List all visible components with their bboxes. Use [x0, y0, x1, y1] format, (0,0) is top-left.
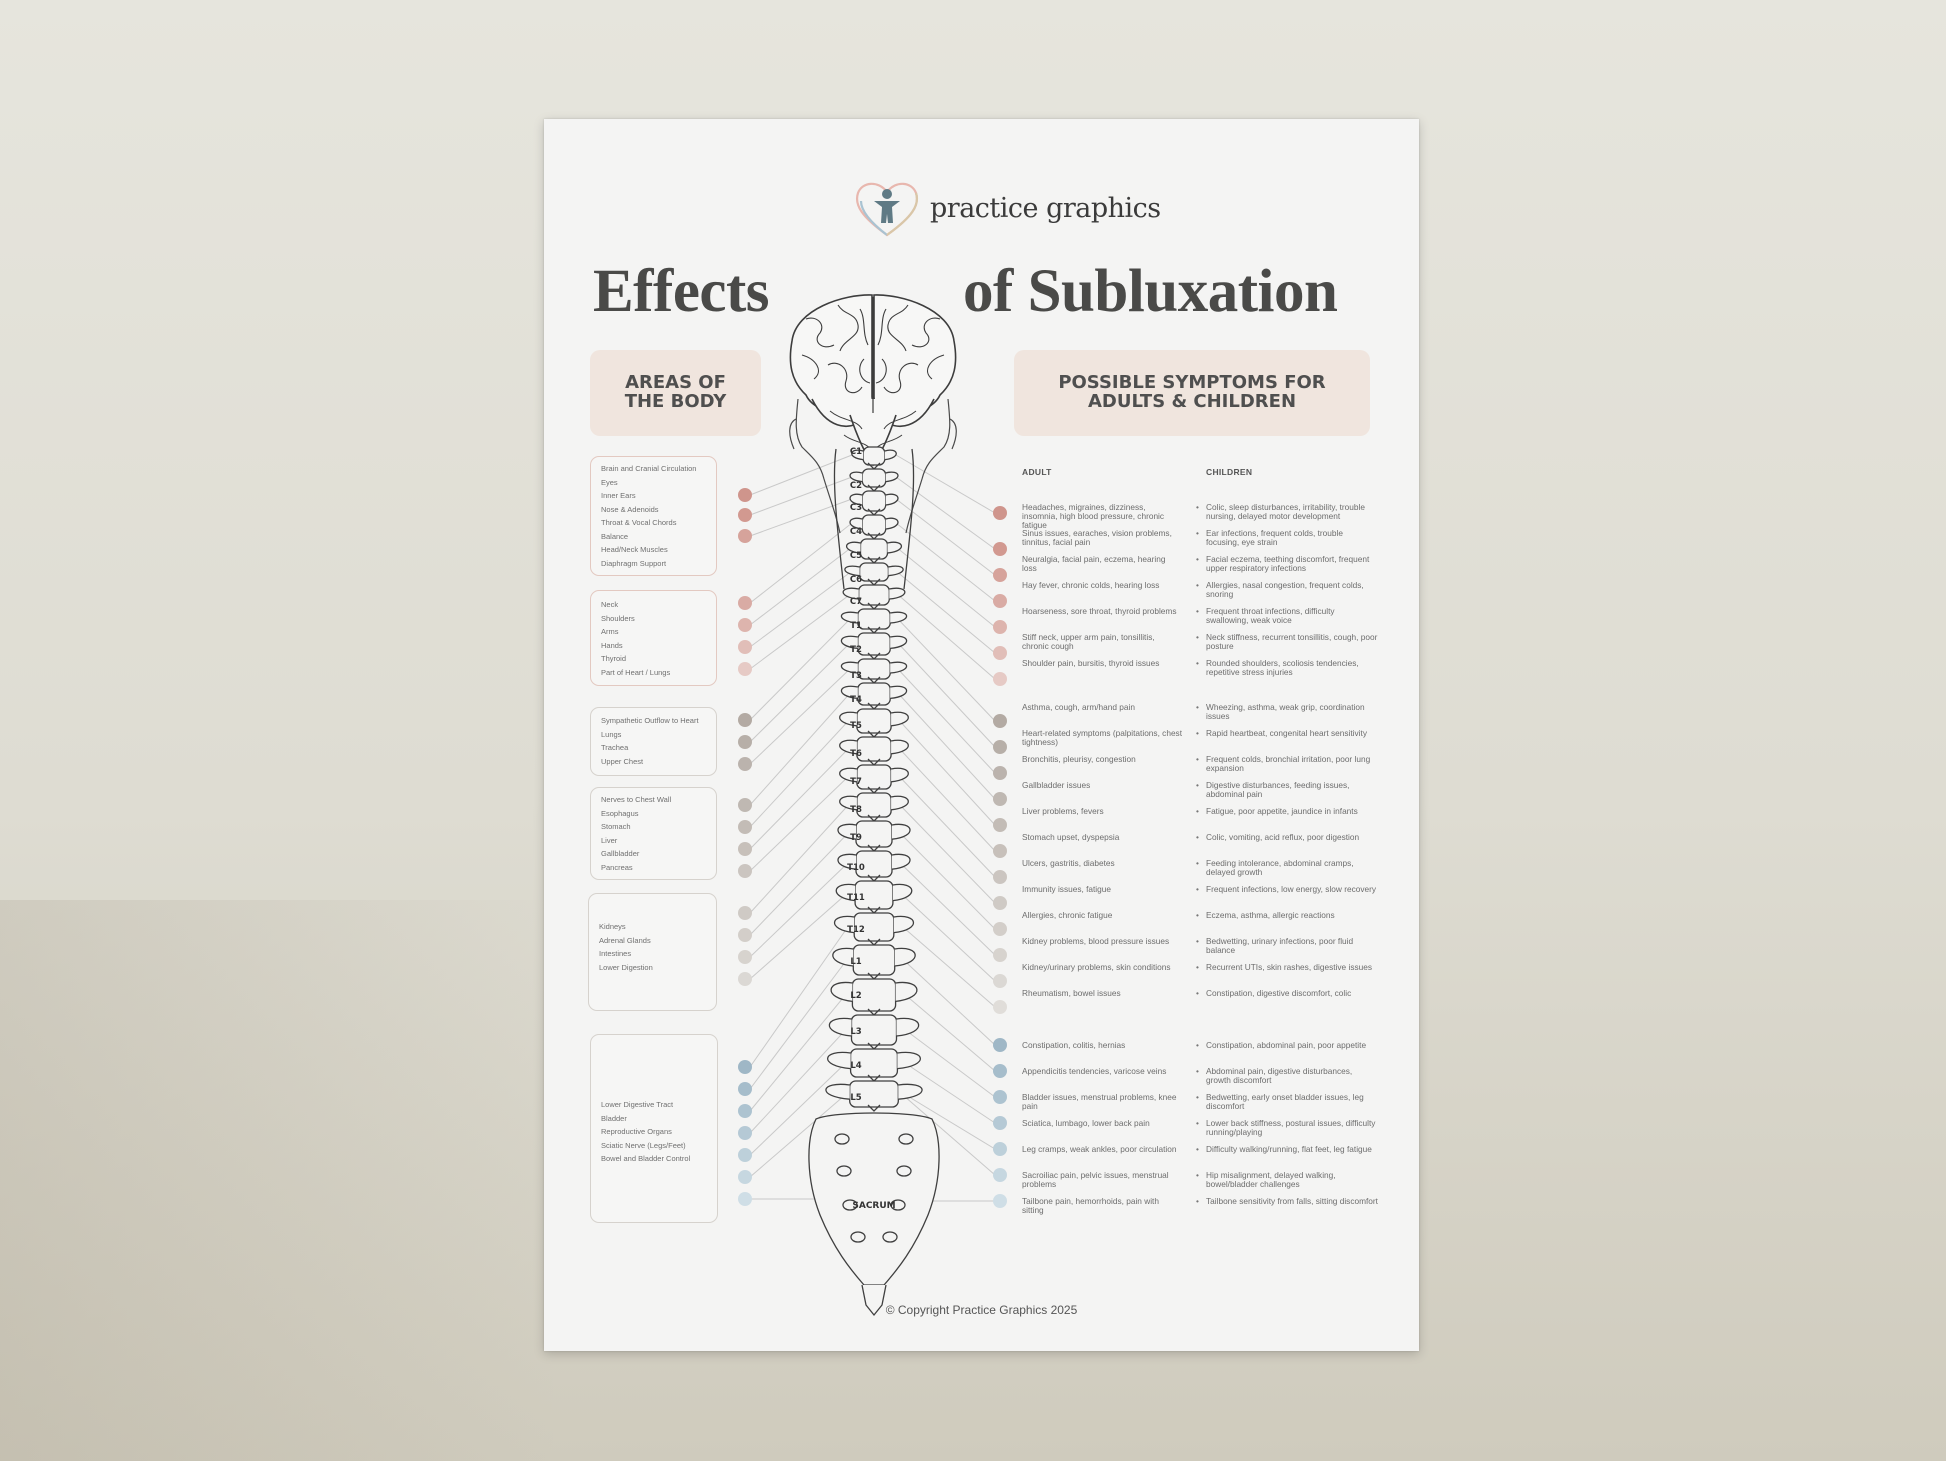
children-symptom: • Colic, vomiting, acid reflux, poor digestion — [1206, 833, 1378, 842]
right-indicator-dot — [993, 740, 1007, 754]
left-indicator-dot — [738, 842, 752, 856]
children-symptom: • Abdominal pain, digestive disturbances, growth discomfort — [1206, 1067, 1378, 1085]
adult-symptom: Constipation, colitis, hernias — [1022, 1040, 1126, 1050]
right-indicator-dot — [993, 646, 1007, 660]
right-indicator-dot — [993, 766, 1007, 780]
right-indicator-dot — [993, 1116, 1007, 1130]
left-indicator-dot — [738, 972, 752, 986]
left-indicator-dot — [738, 735, 752, 749]
children-symptom: • Recurrent UTIs, skin rashes, digestive issues — [1206, 963, 1378, 972]
vertebra-label: T12 — [847, 925, 865, 935]
left-indicator-dot — [738, 1192, 752, 1206]
right-indicator-dot — [993, 506, 1007, 520]
children-symptom: • Bedwetting, urinary infections, poor fluid balance — [1206, 937, 1378, 955]
area-item: Trachea — [601, 743, 629, 752]
area-item: Nerves to Chest Wall — [601, 795, 672, 804]
area-item: Liver — [601, 835, 618, 845]
area-item: Bladder — [601, 1113, 627, 1123]
area-item: Esophagus — [601, 808, 639, 818]
vertebra-label: T3 — [850, 671, 862, 681]
left-indicator-dot — [738, 529, 752, 543]
vertebra-label: T8 — [850, 805, 862, 815]
area-item: Upper Chest — [601, 756, 644, 766]
right-indicator-dot — [993, 1000, 1007, 1014]
left-indicator-dot — [738, 662, 752, 676]
vertebra-L5 — [826, 1081, 922, 1111]
area-item: Lower Digestive Tract — [601, 1100, 674, 1109]
vertebra-label: T7 — [850, 777, 862, 787]
vertebra-label: L5 — [850, 1093, 862, 1103]
vertebra-label: T2 — [850, 645, 862, 655]
adult-symptom: Sinus issues, earaches, vision problems, tinnitus, facial pain — [1022, 528, 1172, 547]
adult-symptom: Liver problems, fevers — [1022, 806, 1104, 816]
vertebra-L4 — [828, 1049, 921, 1081]
left-indicator-dot — [738, 1126, 752, 1140]
left-indicator-dot — [738, 1082, 752, 1096]
area-item: Intestines — [599, 949, 632, 958]
vertebra-label: C3 — [849, 503, 863, 513]
right-indicator-dot — [993, 896, 1007, 910]
area-item: Part of Heart / Lungs — [601, 667, 671, 677]
area-item: Diaphragm Support — [601, 558, 667, 568]
children-column-header: CHILDREN — [1206, 467, 1253, 477]
children-symptom: • Constipation, abdominal pain, poor appetite — [1206, 1041, 1378, 1050]
vertebra-label: T6 — [850, 749, 862, 759]
brain-drawing — [790, 295, 955, 465]
vertebra-L2 — [831, 979, 917, 1015]
children-symptom: • Fatigue, poor appetite, jaundice in infants — [1206, 807, 1378, 816]
vertebra-label: C6 — [849, 575, 863, 585]
children-symptom: • Frequent throat infections, difficulty swallowing, weak voice — [1206, 607, 1378, 625]
children-symptom: • Ear infections, frequent colds, trouble focusing, eye strain — [1206, 529, 1378, 547]
children-symptom: • Allergies, nasal congestion, frequent colds, snoring — [1206, 581, 1378, 599]
vertebra-label: L2 — [850, 991, 862, 1001]
adult-symptom: Appendicitis tendencies, varicose veins — [1022, 1066, 1167, 1076]
vertebra-label: L1 — [850, 957, 862, 967]
vertebra-label: C2 — [849, 481, 863, 491]
vertebra-label: C5 — [849, 551, 863, 561]
right-indicator-dot — [993, 922, 1007, 936]
area-item: Adrenal Glands — [599, 935, 651, 945]
left-indicator-dot — [738, 1148, 752, 1162]
left-indicator-dot — [738, 618, 752, 632]
adult-symptom: Gallbladder issues — [1022, 780, 1091, 790]
children-symptom: • Wheezing, asthma, weak grip, coordination issues — [1206, 703, 1378, 721]
adult-symptom: Asthma, cough, arm/hand pain — [1022, 702, 1135, 712]
area-item: Balance — [601, 531, 629, 541]
left-indicator-dot — [738, 488, 752, 502]
children-symptom: • Frequent infections, low energy, slow recovery — [1206, 885, 1378, 894]
adult-symptom: Sacroiliac pain, pelvic issues, menstrual problems — [1022, 1170, 1169, 1189]
left-indicator-dot — [738, 950, 752, 964]
adult-symptom: Bladder issues, menstrual problems, knee pain — [1022, 1092, 1177, 1111]
area-item: Lower Digestion — [599, 962, 653, 972]
right-indicator-dot — [993, 818, 1007, 832]
right-indicator-dot — [993, 844, 1007, 858]
right-indicator-dot — [993, 1038, 1007, 1052]
children-symptom: • Hip misalignment, delayed walking, bowel/bladder challenges — [1206, 1171, 1378, 1189]
adult-symptom: Heart-related symptoms (palpitations, chest tightness) — [1022, 728, 1183, 747]
right-indicator-dot — [993, 1090, 1007, 1104]
children-symptom: • Neck stiffness, recurrent tonsillitis, cough, poor posture — [1206, 633, 1378, 651]
title-right: of Subluxation — [963, 258, 1338, 325]
area-item: Gallbladder — [601, 849, 640, 858]
adult-symptom: Bronchitis, pleurisy, congestion — [1022, 754, 1136, 764]
adult-column-header: ADULT — [1022, 467, 1052, 477]
left-indicator-dot — [738, 864, 752, 878]
left-indicator-dot — [738, 1060, 752, 1074]
areas-header: AREAS OF THE BODY — [590, 350, 761, 436]
children-symptom: • Lower back stiffness, postural issues, difficulty running/playing — [1206, 1119, 1378, 1137]
adult-symptom: Leg cramps, weak ankles, poor circulation — [1022, 1144, 1177, 1154]
area-item: Reproductive Organs — [601, 1127, 672, 1136]
adult-symptom: Shoulder pain, bursitis, thyroid issues — [1022, 658, 1160, 668]
left-indicator-dot — [738, 820, 752, 834]
children-symptom: • Bedwetting, early onset bladder issues, leg discomfort — [1206, 1093, 1378, 1111]
left-indicator-dot — [738, 640, 752, 654]
right-indicator-dot — [993, 620, 1007, 634]
right-indicator-dot — [993, 1142, 1007, 1156]
area-item: Sciatic Nerve (Legs/Feet) — [601, 1140, 686, 1150]
children-symptom: • Rounded shoulders, scoliosis tendencies, repetitive stress injuries — [1206, 659, 1378, 677]
left-indicator-dot — [738, 906, 752, 920]
right-indicator-dot — [993, 870, 1007, 884]
adult-symptom: Neuralgia, facial pain, eczema, hearing loss — [1022, 554, 1166, 573]
vertebra-label: C1 — [849, 447, 863, 457]
area-item: Head/Neck Muscles — [601, 545, 668, 554]
right-indicator-dot — [993, 714, 1007, 728]
adult-symptom: Kidney/urinary problems, skin conditions — [1022, 962, 1171, 972]
adult-symptom: Tailbone pain, hemorrhoids, pain with sitting — [1022, 1196, 1159, 1215]
children-symptom: • Difficulty walking/running, flat feet, leg fatigue — [1206, 1145, 1378, 1154]
area-item: Inner Ears — [601, 491, 636, 500]
left-indicator-dot — [738, 1170, 752, 1184]
adult-symptom: Headaches, migraines, dizziness, insomnia, high blood pressure, chronic fatigue — [1022, 502, 1165, 530]
area-item: Shoulders — [601, 613, 635, 623]
right-indicator-dot — [993, 1064, 1007, 1078]
area-item: Neck — [601, 600, 619, 609]
children-symptom: • Constipation, digestive discomfort, colic — [1206, 989, 1378, 998]
adult-symptom: Hay fever, chronic colds, hearing loss — [1022, 580, 1160, 590]
vertebra-label: T1 — [850, 621, 862, 631]
area-item: Hands — [601, 640, 623, 650]
children-symptom: • Feeding intolerance, abdominal cramps, delayed growth — [1206, 859, 1378, 877]
sacrum — [809, 1113, 939, 1315]
vertebra-label: T11 — [847, 893, 865, 903]
children-symptom: • Eczema, asthma, allergic reactions — [1206, 911, 1378, 920]
right-indicator-dot — [993, 672, 1007, 686]
children-symptom: • Facial eczema, teething discomfort, frequent upper respiratory infections — [1206, 555, 1378, 573]
vertebra-label: L3 — [850, 1027, 862, 1037]
right-indicator-dot — [993, 568, 1007, 582]
children-symptom: • Frequent colds, bronchial irritation, poor lung expansion — [1206, 755, 1378, 773]
adult-symptom: Rheumatism, bowel issues — [1022, 988, 1121, 998]
symptoms-header: POSSIBLE SYMPTOMS FOR ADULTS & CHILDREN — [1014, 350, 1370, 436]
area-item: Sympathetic Outflow to Heart — [601, 716, 699, 725]
children-symptom: • Colic, sleep disturbances, irritability, trouble nursing, delayed motor development — [1206, 503, 1378, 521]
left-indicator-dot — [738, 757, 752, 771]
area-item: Bowel and Bladder Control — [601, 1154, 691, 1163]
area-item: Throat & Vocal Chords — [601, 518, 677, 527]
poster — [544, 119, 1419, 1351]
vertebra-L3 — [829, 1015, 918, 1049]
vertebra-label: T9 — [850, 833, 862, 843]
left-indicator-dot — [738, 508, 752, 522]
area-item: Pancreas — [601, 862, 633, 872]
area-item: Arms — [601, 627, 619, 636]
vertebra-L1 — [833, 945, 915, 979]
vertebra-label: T5 — [850, 721, 862, 731]
adult-symptom: Kidney problems, blood pressure issues — [1022, 936, 1170, 946]
vertebra-label: T10 — [847, 863, 865, 873]
right-indicator-dot — [993, 594, 1007, 608]
right-indicator-dot — [993, 792, 1007, 806]
area-item: Lungs — [601, 729, 622, 739]
vertebra-label: C7 — [849, 597, 863, 607]
vertebra-label: SACRUM — [852, 1201, 896, 1211]
adult-symptom: Stiff neck, upper arm pain, tonsillitis, chronic cough — [1022, 632, 1155, 651]
right-indicator-dot — [993, 542, 1007, 556]
title-left: Effects — [593, 258, 770, 325]
area-item: Kidneys — [599, 922, 626, 931]
adult-symptom: Immunity issues, fatigue — [1022, 884, 1111, 894]
vertebra-label: L4 — [850, 1061, 862, 1071]
adult-symptom: Allergies, chronic fatigue — [1022, 910, 1113, 920]
children-symptom: • Tailbone sensitivity from falls, sitting discomfort — [1206, 1197, 1378, 1206]
left-indicator-dot — [738, 1104, 752, 1118]
left-indicator-dot — [738, 798, 752, 812]
copyright: © Copyright Practice Graphics 2025 — [885, 1303, 1078, 1317]
left-indicator-dot — [738, 928, 752, 942]
adult-symptom: Hoarseness, sore throat, thyroid problems — [1022, 606, 1177, 616]
area-item: Nose & Adenoids — [601, 504, 659, 514]
area-item: Brain and Cranial Circulation — [601, 464, 697, 473]
right-indicator-dot — [993, 1194, 1007, 1208]
area-item: Stomach — [601, 822, 631, 831]
children-symptom: • Digestive disturbances, feeding issues, abdominal pain — [1206, 781, 1378, 799]
right-indicator-dot — [993, 948, 1007, 962]
vertebra-label: T4 — [850, 695, 862, 705]
adult-symptom: Ulcers, gastritis, diabetes — [1022, 858, 1115, 868]
children-symptom: • Rapid heartbeat, congenital heart sensitivity — [1206, 729, 1378, 738]
left-indicator-dot — [738, 713, 752, 727]
area-item: Thyroid — [601, 654, 627, 663]
left-indicator-dot — [738, 596, 752, 610]
brand-name: practice graphics — [930, 193, 1161, 224]
adult-symptom: Stomach upset, dyspepsia — [1022, 832, 1120, 842]
area-item: Eyes — [601, 477, 618, 487]
vertebra-T9 — [838, 821, 910, 851]
right-indicator-dot — [993, 974, 1007, 988]
vertebra-label: C4 — [849, 527, 863, 537]
adult-symptom: Sciatica, lumbago, lower back pain — [1022, 1118, 1150, 1128]
right-indicator-dot — [993, 1168, 1007, 1182]
